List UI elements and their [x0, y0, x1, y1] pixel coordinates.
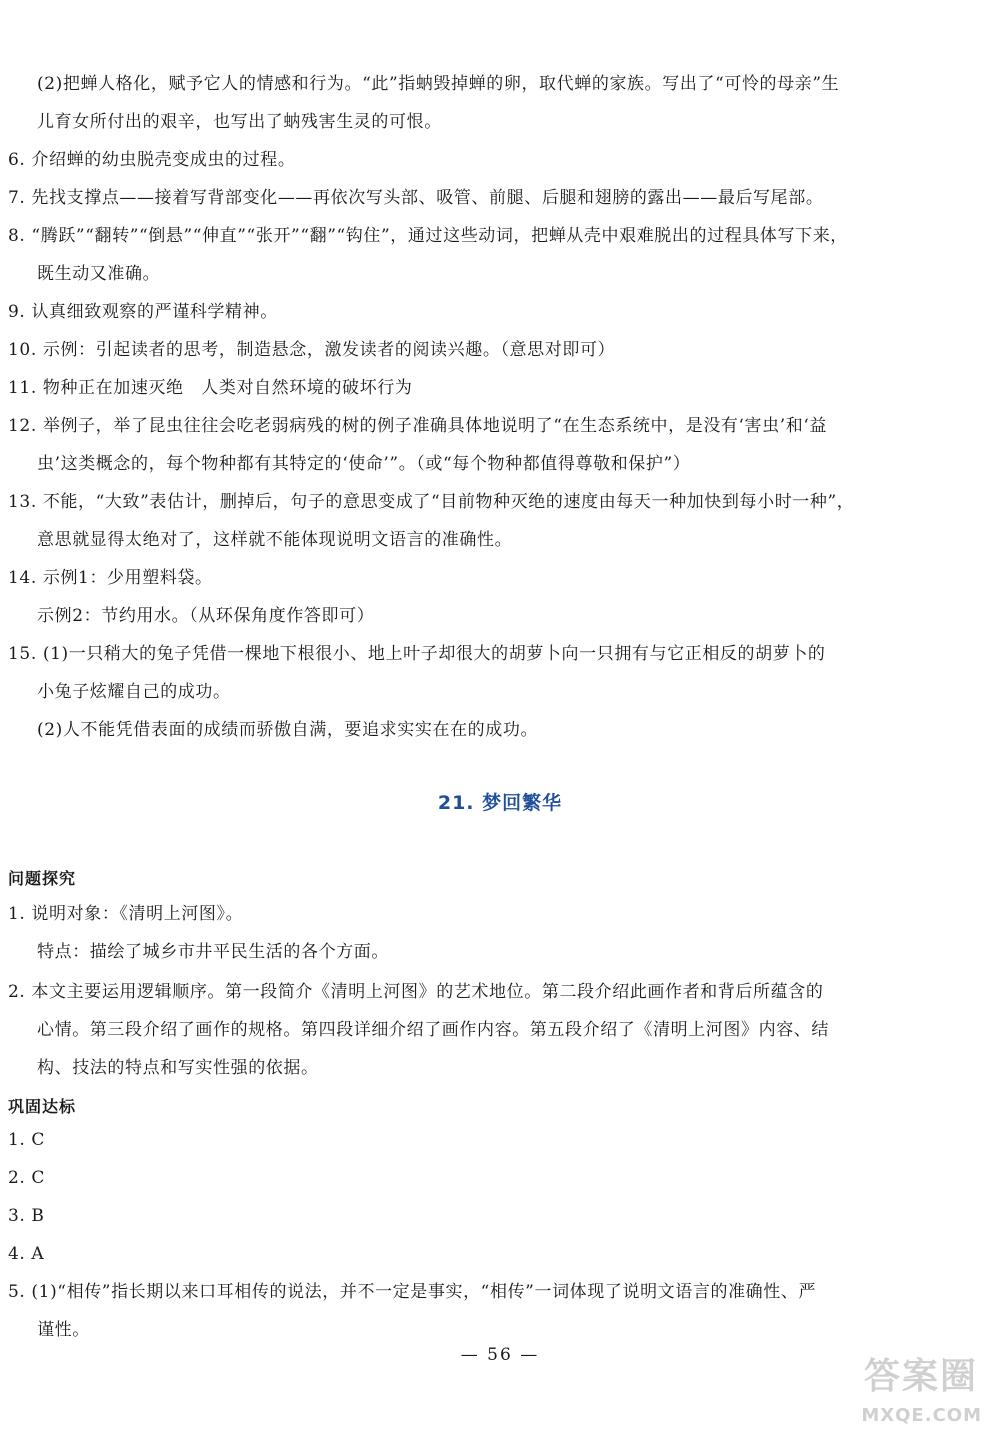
answer-13: 13. 不能，“大致”表估计，删掉后，句子的意思变成了“目前物种灭绝的速度由每天一种加快到每小时一种”，: [8, 492, 855, 512]
watermark-bottom: MXQE.COM: [861, 1405, 982, 1426]
answer-1: 1. C: [8, 1130, 46, 1150]
text-line: 示例2：节约用水。（从环保角度作答即可）: [37, 606, 375, 626]
watermark-top: 答案圈: [863, 1356, 978, 1397]
text-line: 意思就显得太绝对了，这样就不能体现说明文语言的准确性。: [37, 530, 513, 550]
text-line: (2)人不能凭借表面的成绩而骄傲自满，要追求实实在在的成功。: [37, 720, 539, 740]
answer-10: 10. 示例：引起读者的思考，制造悬念，激发读者的阅读兴趣。（意思对即可）: [8, 340, 616, 360]
text-line: 谨性。: [37, 1320, 90, 1340]
section-title: 21. 梦回繁华: [437, 792, 563, 814]
text-line: 儿育女所付出的艰辛，也写出了蚋残害生灵的可恨。: [37, 112, 442, 132]
answer-11: 11. 物种正在加速灭绝 人类对自然环境的破坏行为: [8, 378, 413, 398]
text-line: 虫’这类概念的，每个物种都有其特定的‘使命’”。（或“每个物种都值得尊敬和保护”）: [37, 454, 691, 474]
answer-1: 1. 说明对象：《清明上河图》。: [8, 904, 244, 924]
text-line: 心情。第三段介绍了画作的规格。第四段详细介绍了画作内容。第五段介绍了《清明上河图》内容、结: [37, 1020, 829, 1040]
answer-5: 5. (1)“相传”指长期以来口耳相传的说法，并不一定是事实，“相传”一词体现了说明文语言的准确性、严: [8, 1282, 817, 1302]
page-number: — 56 —: [460, 1345, 540, 1365]
text-line: 既生动又准确。: [37, 264, 161, 284]
answer-12: 12. 举例子，举了昆虫往往会吃老弱病残的树的例子准确具体地说明了“在生态系统中，是没有‘害虫’和‘益: [8, 416, 827, 436]
answer-2: 2. C: [8, 1168, 46, 1188]
heading-gonggu-dabiao: 巩固达标: [8, 1097, 77, 1116]
text-line: (2)把蝉人格化，赋予它人的情感和行为。“此”指蚋毁掉蝉的卵，取代蝉的家族。写出了“可怜的母亲”生: [37, 74, 840, 94]
answer-7: 7. 先找支撑点——接着写背部变化——再依次写头部、吸管、前腿、后腿和翅膀的露出——最后写尾部。: [8, 188, 824, 208]
answer-14: 14. 示例1：少用塑料袋。: [8, 568, 213, 588]
answer-9: 9. 认真细致观察的严谨科学精神。: [8, 302, 278, 322]
answer-6: 6. 介绍蝉的幼虫脱壳变成虫的过程。: [8, 150, 296, 170]
heading-wenti-tanjiu: 问题探究: [8, 869, 77, 888]
answer-8: 8. “腾跃”“翻转”“倒悬”“伸直”“张开”“翻”“钩住”，通过这些动词，把蝉从壳中艰难脱出的过程具体写下来，: [8, 226, 848, 246]
answer-2: 2. 本文主要运用逻辑顺序。第一段简介《清明上河图》的艺术地位。第二段介绍此画作者和背后所蕴含的: [8, 982, 824, 1002]
answer-15: 15. (1)一只稍大的兔子凭借一棵地下根很小、地上叶子却很大的胡萝卜向一只拥有与它正相反的胡萝卜的: [8, 644, 826, 664]
answer-4: 4. A: [8, 1244, 45, 1264]
text-line: 构、技法的特点和写实性强的依据。: [37, 1058, 319, 1078]
answer-3: 3. B: [8, 1206, 45, 1226]
text-line: 小兔子炫耀自己的成功。: [37, 682, 231, 702]
watermark-logo: [832, 1348, 982, 1426]
text-line: 特点：描绘了城乡市井平民生活的各个方面。: [37, 942, 389, 962]
